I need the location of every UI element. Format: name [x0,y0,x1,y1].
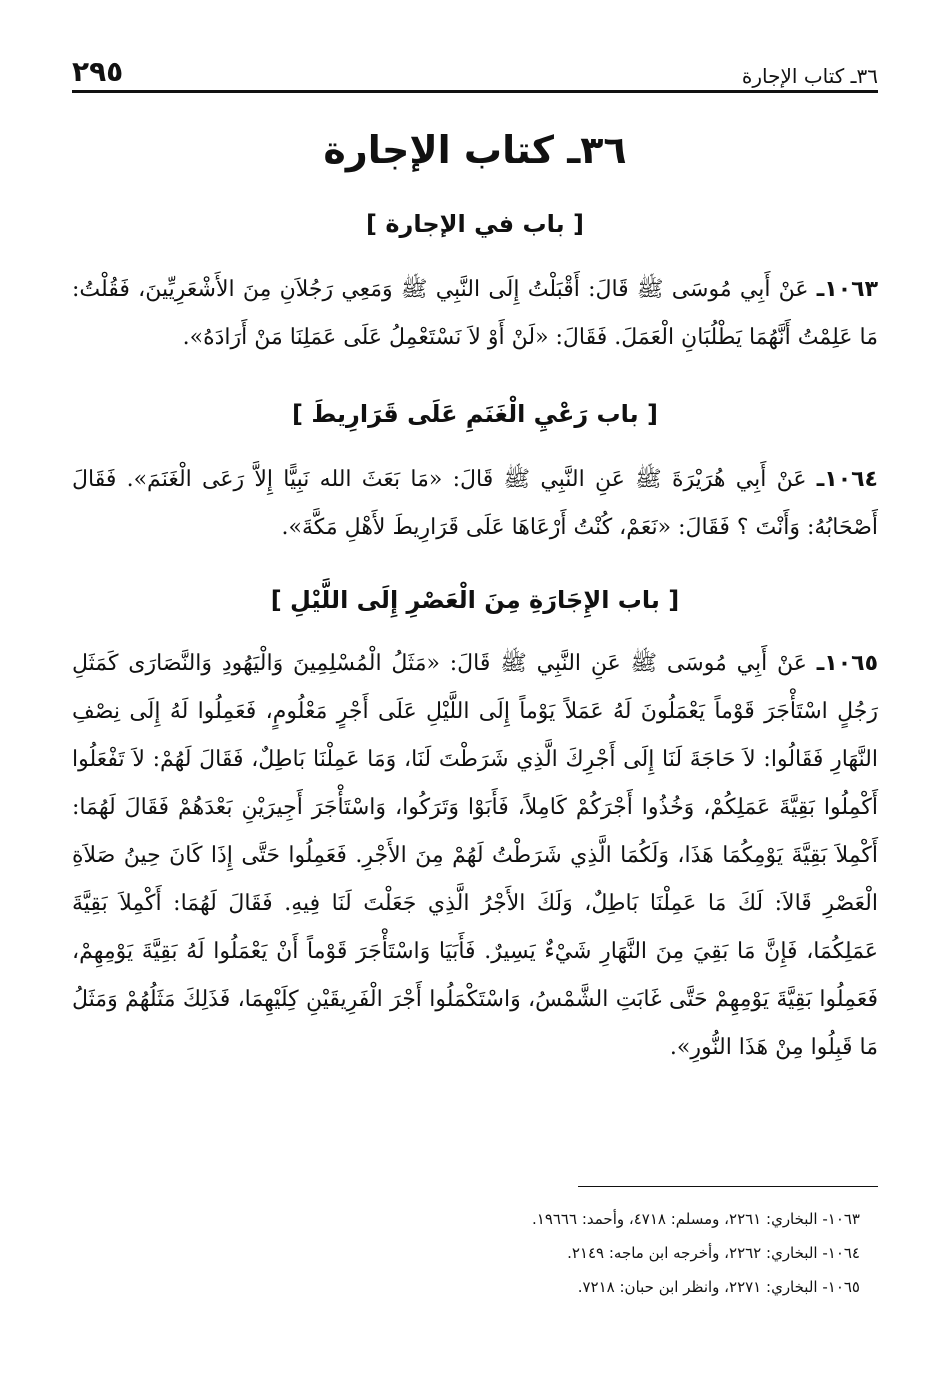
footnote-1064: ١٠٦٤- البخاري: ٢٢٦٢، وأخرجه ابن ماجه: ٢١٤٩. [567,1244,860,1262]
hadith-text: عَنْ أَبِي هُرَيْرَةَ ﷺ عَنِ النَّبِي ﷺ قَالَ: «مَا بَعَثَ الله نَبِيًّا إِلاَّ رَعَى الْغَنَمَ». فَقَالَ أَصْحَابُهُ: وَأَنْتَ ؟ فَقَالَ: «نَعَمْ، كُنْتُ أَرْعَاهَا عَلَى قَرَارِيطَ لأَهْلِ مَكَّةَ». [72,467,878,540]
hadith-text: عَنْ أَبِي مُوسَى ﷺ عَنِ النَّبِي ﷺ قَالَ: «مَثَلُ الْمُسْلِمِينَ وَالْيَهُودِ وَالنَّصَارَى كَمَثَلِ رَجُلٍ اسْتَأْجَرَ قَوْماً يَعْمَلُونَ لَهُ عَمَلاً يَوْماً إِلَى اللَّيْلِ عَلَى أَجْرٍ مَعْلُومٍ، فَعَمِلُوا لَهُ إِلَى نِصْفِ النَّهَارِ فَقَالُوا: لاَ حَاجَةَ لَنَا إِلَى أَجْرِكَ الَّذِي شَرَطْتَ لَنَا، وَمَا عَمِلْنَا بَاطِلٌ، فَقَالَ لَهُمْ: لاَ تَفْعَلُوا أَكْمِلُوا بَقِيَّةَ عَمَلِكُمْ، وَخُذُوا أَجْرَكُمْ كَامِلاً، فَأَبَوْا وَتَرَكُوا، وَاسْتَأْجَرَ أَجِيرَيْنِ بَعْدَهُمْ فَقَالَ لَهُمَا: أَكْمِلاَ بَقِيَّةَ يَوْمِكُمَا هَذَا، وَلَكُمَا الَّذِي شَرَطْتُ لَهُمْ مِنَ الأَجْرِ. فَعَمِلُوا حَتَّى إِذَا كَانَ حِينُ صَلاَةِ الْعَصْرِ قَالاَ: لَكَ مَا عَمِلْنَا بَاطِلٌ، وَلَكَ الأَجْرُ الَّذِي جَعَلْتَ لَنَا فِيهِ. فَقَالَ لَهُمَا: أَكْمِلاَ بَقِيَّةَ عَمَلِكُمَا، فَإِنَّ مَا بَقِيَ مِنَ النَّهَارِ شَيْءٌ يَسِيرٌ. فَأَبَيَا وَاسْتَأْجَرَ قَوْماً أَنْ يَعْمَلُوا لَهُ بَقِيَّةَ يَوْمِهِمْ، فَعَمِلُوا بَقِيَّةَ يَوْمِهِمْ حَتَّى غَابَتِ الشَّمْسُ، وَاسْتَكْمَلُوا أَجْرَ الْفَرِيقَيْنِ كِلَيْهِمَا، فَذَلِكَ مَثَلُهُمْ وَمَثَلُ مَا قَبِلُوا مِنْ هَذَا النُّورِ». [72,651,878,1060]
running-title: ٣٦ـ كتاب الإجارة [741,64,878,88]
hadith-number: ١٠٦٥ـ [816,651,878,676]
hadith-1064 [72,456,878,552]
chapter-heading-grazing: [ باب رَعْيِ الْغَنَمِ عَلَى قَرَارِيطَ ] [292,400,658,428]
page-number: ٢٩٥ [72,55,124,88]
header-rule [72,90,878,93]
hadith-1063 [72,266,878,362]
chapter-heading-ijara: [ باب في الإجارة ] [366,210,584,238]
footnote-rule [578,1186,878,1187]
running-header [72,52,878,88]
book-title: ٣٦ـ كتاب الإجارة [323,128,627,172]
hadith-number: ١٠٦٣ـ [816,277,879,302]
hadith-text: عَنْ أَبِي مُوسَى ﷺ قَالَ: أَقْبَلْتُ إِلَى النَّبِي ﷺ وَمَعِي رَجُلاَنِ مِنَ الأَشْعَرِيِّينَ، فَقُلْتُ: مَا عَلِمْتُ أَنَّهُمَا يَطْلُبَانِ الْعَمَلَ. فَقَالَ: «لَنْ أَوْ لاَ نَسْتَعْمِلُ عَلَى عَمَلِنَا مَنْ أَرَادَهُ». [72,277,878,350]
hadith-number: ١٠٦٤ـ [816,467,878,492]
footnote-1063: ١٠٦٣- البخاري: ٢٢٦١، ومسلم: ٤٧١٨، وأحمد: ١٩٦٦٦. [531,1210,860,1228]
chapter-heading-asr: [ باب الإِجَارَةِ مِنَ الْعَصْرِ إِلَى اللَّيْلِ ] [270,586,680,614]
hadith-1065 [72,640,878,1072]
footnotes [72,1202,878,1304]
footnote-1065: ١٠٦٥- البخاري: ٢٢٧١، وانظر ابن حبان: ٧٢١٨. [577,1278,860,1296]
